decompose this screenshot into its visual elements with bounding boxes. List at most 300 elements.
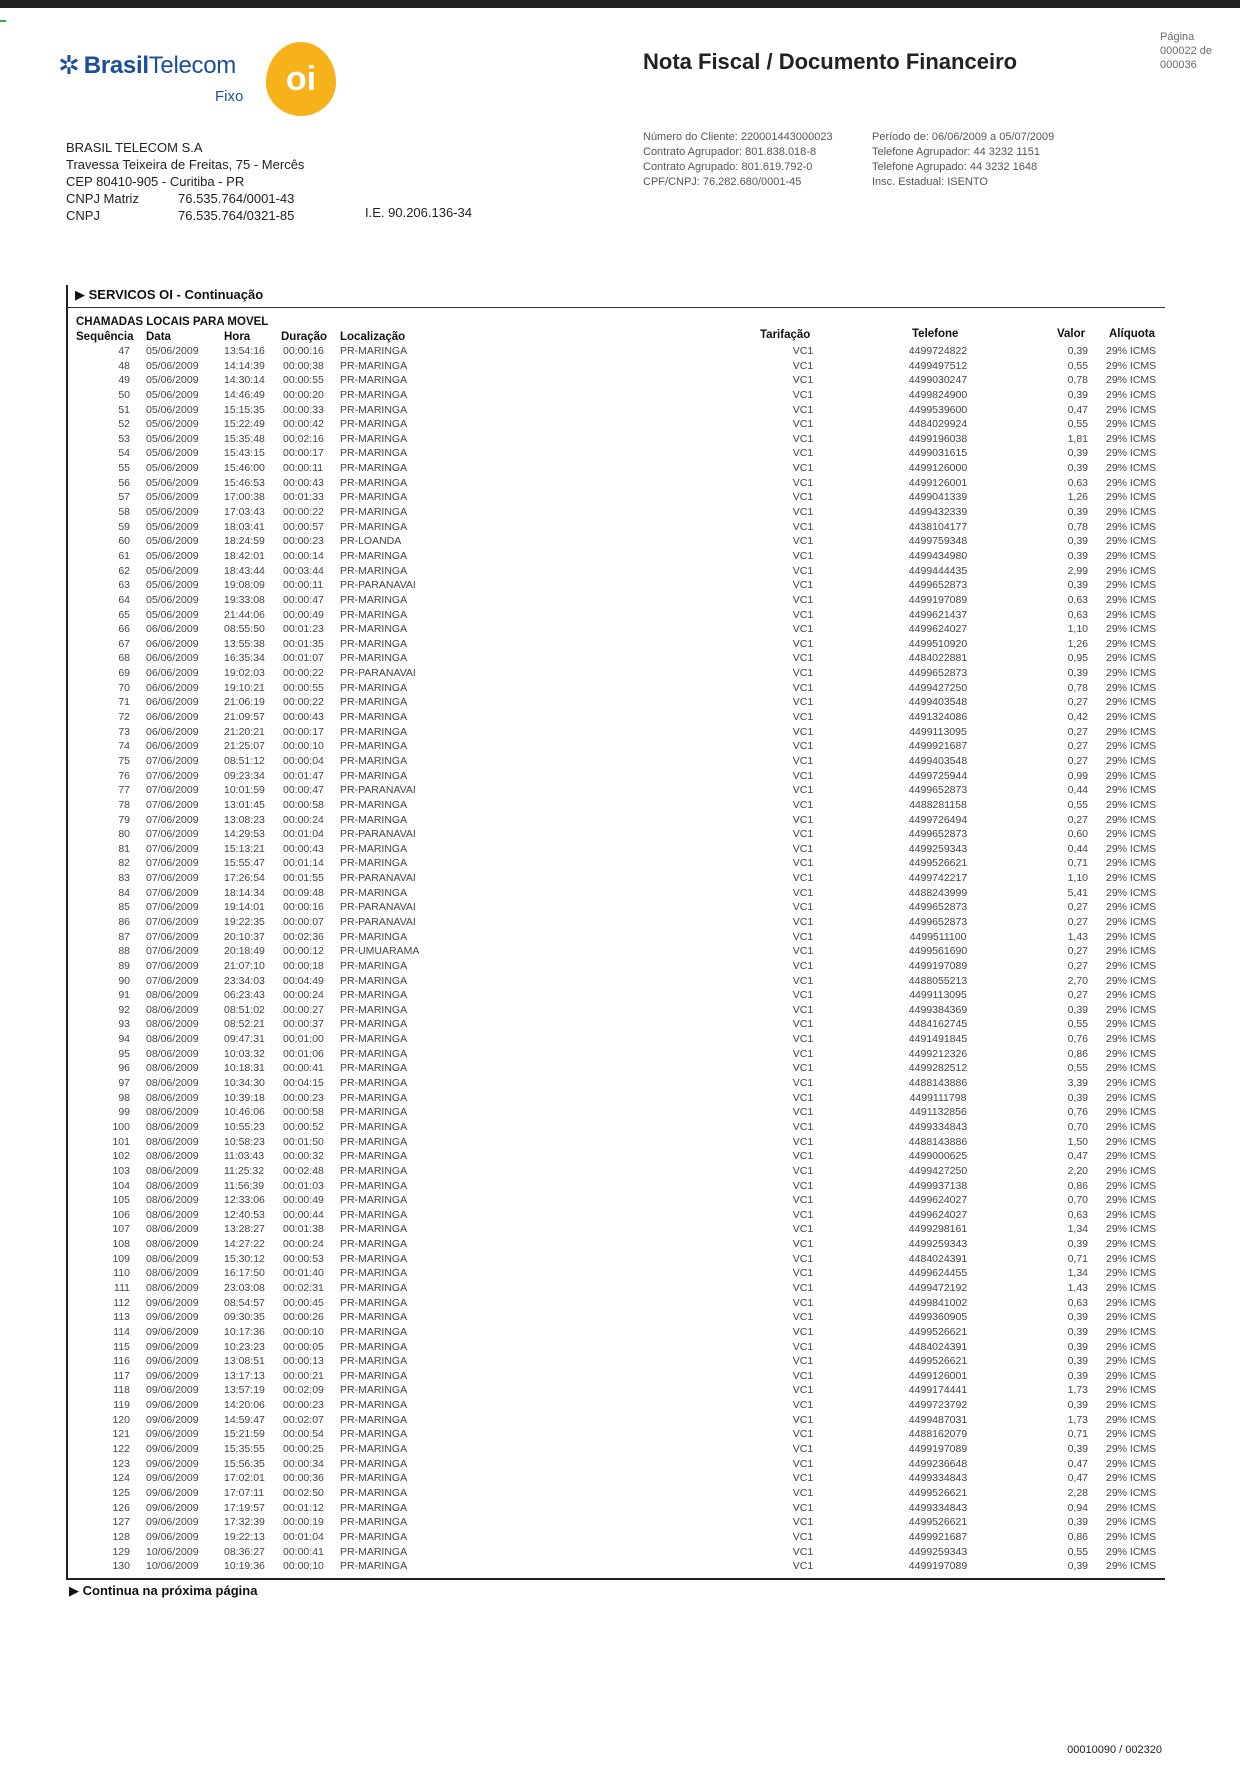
cell-telefone: 4499197089 (908, 593, 968, 606)
cell-aliquota: 29% ICMS (1106, 1384, 1157, 1397)
col-header-hora: Hora (224, 331, 251, 343)
cell-seq: 119 (113, 1399, 130, 1412)
table-row (0, 1062, 1240, 1077)
cell-hora: 06:23:43 (224, 989, 265, 1002)
cell-seq: 55 (118, 462, 130, 475)
cell-valor: 0,70 (1067, 1120, 1088, 1133)
cell-valor: 0,63 (1067, 1296, 1088, 1309)
cell-tarifacao: VC1 (792, 1486, 814, 1499)
cell-valor: 0,39 (1067, 1369, 1088, 1382)
cell-valor: 0,27 (1067, 725, 1088, 738)
cell-duracao: 00:02:09 (283, 1384, 324, 1397)
table-row (0, 1150, 1240, 1165)
cell-valor: 0,86 (1067, 1530, 1088, 1543)
table-row (0, 1370, 1240, 1385)
table-row (0, 1399, 1240, 1414)
cell-duracao: 00:00:20 (283, 388, 324, 401)
cell-seq: 78 (118, 798, 130, 811)
cell-telefone: 4499526621 (908, 1516, 968, 1529)
cell-valor: 0,55 (1067, 418, 1088, 431)
cell-duracao: 00:00:44 (283, 1208, 324, 1221)
cell-tarifacao: VC1 (792, 1355, 814, 1368)
cell-telefone: 4499621437 (908, 608, 968, 621)
client-number: Número do Cliente: 220001443000023 (643, 131, 833, 143)
cell-tarifacao: VC1 (792, 915, 814, 928)
cell-hora: 14:30:14 (224, 374, 265, 387)
cell-aliquota: 29% ICMS (1106, 374, 1157, 387)
cell-valor: 0,71 (1067, 1428, 1088, 1441)
cell-duracao: 00:00:41 (283, 1062, 324, 1075)
cell-tarifacao: VC1 (792, 593, 814, 606)
cell-localizacao: PR-PARANAVAI (340, 901, 416, 914)
cell-hora: 13:54:16 (224, 345, 265, 357)
inscricao-estadual: I.E. 90.206.136-34 (365, 205, 472, 220)
cell-duracao: 00:01:04 (283, 828, 324, 841)
table-row (0, 418, 1240, 433)
cell-duracao: 00:00:23 (283, 1399, 324, 1412)
cell-seq: 107 (112, 1223, 130, 1236)
cell-localizacao: PR-MARINGA (340, 1106, 408, 1119)
cell-localizacao: PR-MARINGA (340, 1062, 408, 1075)
cell-seq: 70 (118, 681, 130, 694)
table-row (0, 462, 1240, 477)
cell-duracao: 00:01:14 (283, 857, 324, 870)
cell-seq: 47 (118, 345, 130, 357)
cell-hora: 17:26:54 (224, 872, 265, 885)
cell-data: 08/06/2009 (146, 1062, 199, 1075)
cell-telefone: 4499624027 (908, 623, 968, 636)
cell-valor: 0,39 (1067, 549, 1088, 562)
cell-hora: 11:03:43 (224, 1150, 265, 1163)
cell-telefone: 4499624027 (908, 1194, 968, 1207)
cnpj-value: 76.535.764/0321-85 (178, 208, 295, 223)
cell-data: 08/06/2009 (146, 1282, 199, 1294)
cell-telefone: 4499561690 (908, 945, 968, 958)
cell-aliquota: 29% ICMS (1106, 1325, 1157, 1338)
cell-hora: 19:10:21 (224, 681, 265, 694)
cell-tarifacao: VC1 (792, 842, 814, 855)
cell-aliquota: 29% ICMS (1106, 725, 1157, 738)
cell-telefone: 4491491845 (908, 1033, 968, 1046)
cell-seq: 96 (118, 1062, 130, 1075)
cell-seq: 95 (118, 1047, 130, 1060)
cell-localizacao: PR-MARINGA (340, 359, 408, 372)
cell-localizacao: PR-PARANAVAI (340, 784, 416, 797)
cell-valor: 0,27 (1067, 959, 1088, 972)
cell-seq: 62 (118, 564, 130, 577)
cell-telefone: 4499726494 (908, 813, 968, 826)
table-row (0, 945, 1240, 960)
cell-telefone: 4499432339 (908, 506, 968, 519)
cell-localizacao: PR-MARINGA (340, 711, 408, 724)
cell-hora: 14:20:06 (224, 1399, 265, 1412)
table-row (0, 594, 1240, 609)
table-row (0, 814, 1240, 829)
cell-tarifacao: VC1 (792, 1179, 814, 1192)
cell-telefone: 4499652873 (908, 915, 968, 928)
cell-data: 07/06/2009 (146, 754, 199, 767)
cell-tarifacao: VC1 (792, 359, 814, 372)
table-row (0, 565, 1240, 580)
cell-valor: 0,27 (1067, 754, 1088, 767)
table-row (0, 506, 1240, 521)
cell-tarifacao: VC1 (792, 623, 814, 636)
cell-hora: 11:25:32 (224, 1164, 265, 1177)
cell-telefone: 4499526621 (908, 1486, 968, 1499)
cell-tarifacao: VC1 (792, 652, 814, 665)
cell-aliquota: 29% ICMS (1106, 974, 1157, 987)
cell-data: 05/06/2009 (146, 520, 199, 533)
cell-seq: 86 (118, 915, 130, 928)
cell-telefone: 4499259343 (908, 1545, 968, 1558)
document-title: Nota Fiscal / Documento Financeiro (643, 49, 1018, 74)
cell-aliquota: 29% ICMS (1106, 711, 1157, 724)
cell-valor: 0,27 (1067, 740, 1088, 753)
cell-tarifacao: VC1 (792, 535, 814, 548)
cell-hora: 15:35:48 (224, 432, 265, 445)
cell-aliquota: 29% ICMS (1106, 447, 1157, 460)
cell-seq: 52 (118, 418, 130, 431)
cell-duracao: 00:00:36 (283, 1472, 324, 1485)
cell-tarifacao: VC1 (792, 1062, 814, 1075)
cell-aliquota: 29% ICMS (1106, 1413, 1157, 1426)
cell-valor: 0,71 (1067, 1252, 1088, 1265)
cell-telefone: 4499030247 (908, 374, 968, 387)
cell-tarifacao: VC1 (792, 711, 814, 724)
cell-localizacao: PR-MARINGA (340, 930, 408, 943)
cell-data: 06/06/2009 (146, 696, 199, 709)
cell-valor: 0,27 (1067, 945, 1088, 958)
cnpj-label: CNPJ (66, 208, 100, 223)
table-row (0, 521, 1240, 536)
cell-seq: 72 (118, 711, 130, 724)
table-row (0, 784, 1240, 799)
continue-note-text: Continua na próxima página (82, 1583, 258, 1598)
cell-valor: 2,20 (1067, 1164, 1088, 1177)
table-row (0, 1341, 1240, 1356)
cell-localizacao: PR-MARINGA (340, 681, 408, 694)
cell-telefone: 4499334843 (908, 1120, 968, 1133)
cell-seq: 109 (112, 1252, 130, 1265)
cell-duracao: 00:01:00 (283, 1033, 324, 1046)
cell-aliquota: 29% ICMS (1106, 1311, 1157, 1324)
cell-seq: 88 (118, 945, 130, 958)
cell-hora: 20:18:49 (224, 945, 265, 958)
cell-telefone: 4499000625 (908, 1150, 968, 1163)
cell-tarifacao: VC1 (792, 462, 814, 475)
cell-localizacao: PR-MARINGA (340, 403, 408, 416)
cell-hora: 08:51:12 (224, 754, 265, 767)
cell-hora: 17:19:57 (224, 1501, 265, 1514)
calls-table (0, 345, 1240, 1575)
cell-localizacao: PR-MARINGA (340, 1077, 408, 1090)
cell-tarifacao: VC1 (792, 696, 814, 709)
cell-duracao: 00:00:10 (283, 740, 324, 753)
cell-data: 06/06/2009 (146, 725, 199, 738)
table-row (0, 1194, 1240, 1209)
cell-aliquota: 29% ICMS (1106, 769, 1157, 782)
table-row (0, 770, 1240, 785)
cell-tarifacao: VC1 (792, 1530, 814, 1543)
cell-duracao: 00:01:04 (283, 1530, 324, 1543)
cell-aliquota: 29% ICMS (1106, 1018, 1157, 1031)
cell-hora: 17:00:38 (224, 491, 265, 504)
cell-tarifacao: VC1 (792, 1282, 814, 1294)
cell-seq: 54 (118, 447, 130, 460)
cell-valor: 3,39 (1067, 1077, 1088, 1090)
cell-localizacao: PR-MARINGA (340, 1560, 408, 1573)
brasil-telecom-emblem-icon: ✲ (58, 50, 80, 80)
cell-data: 07/06/2009 (146, 828, 199, 841)
cell-hora: 18:42:01 (224, 549, 265, 562)
cell-tarifacao: VC1 (792, 1384, 814, 1397)
cell-data: 07/06/2009 (146, 959, 199, 972)
cell-hora: 09:47:31 (224, 1033, 265, 1046)
cell-aliquota: 29% ICMS (1106, 886, 1157, 899)
table-row (0, 711, 1240, 726)
cell-telefone: 4488055213 (908, 974, 968, 987)
cell-localizacao: PR-MARINGA (340, 1267, 408, 1280)
cell-duracao: 00:00:49 (283, 1194, 324, 1207)
cell-duracao: 00:00:52 (283, 1120, 324, 1133)
cell-duracao: 00:01:40 (283, 1267, 324, 1280)
cell-tarifacao: VC1 (792, 872, 814, 885)
continue-note (69, 1583, 257, 1599)
cell-seq: 124 (112, 1472, 130, 1485)
insc-estadual: Insc. Estadual: ISENTO (872, 176, 988, 188)
cell-aliquota: 29% ICMS (1106, 418, 1157, 431)
cell-duracao: 00:00:17 (283, 725, 324, 738)
section-title (75, 287, 263, 303)
cell-valor: 1,26 (1067, 637, 1088, 650)
table-row (0, 887, 1240, 902)
cell-aliquota: 29% ICMS (1106, 740, 1157, 753)
cell-duracao: 00:00:42 (283, 418, 324, 431)
client-info-left (643, 130, 833, 190)
cell-aliquota: 29% ICMS (1106, 1530, 1157, 1543)
cell-duracao: 00:00:24 (283, 989, 324, 1002)
cell-aliquota: 29% ICMS (1106, 476, 1157, 489)
table-row (0, 1355, 1240, 1370)
cell-localizacao: PR-MARINGA (340, 1164, 408, 1177)
cell-tarifacao: VC1 (792, 637, 814, 650)
cell-aliquota: 29% ICMS (1106, 989, 1157, 1002)
table-row (0, 579, 1240, 594)
table-row (0, 447, 1240, 462)
cell-tarifacao: VC1 (792, 1443, 814, 1456)
cell-data: 08/06/2009 (146, 1077, 199, 1090)
cell-telefone: 4499759348 (908, 535, 968, 548)
cell-localizacao: PR-MARINGA (340, 857, 408, 870)
cell-telefone: 4499427250 (908, 1164, 968, 1177)
table-row (0, 1414, 1240, 1429)
cell-aliquota: 29% ICMS (1106, 623, 1157, 636)
cell-tarifacao: VC1 (792, 828, 814, 841)
cell-valor: 0,39 (1067, 1560, 1088, 1573)
table-row (0, 1048, 1240, 1063)
cell-valor: 0,39 (1067, 667, 1088, 680)
cell-data: 07/06/2009 (146, 974, 199, 987)
cell-valor: 0,47 (1067, 1150, 1088, 1163)
cell-data: 08/06/2009 (146, 1208, 199, 1221)
cell-localizacao: PR-MARINGA (340, 1208, 408, 1221)
cell-hora: 10:34:30 (224, 1077, 265, 1090)
cell-hora: 17:02:01 (224, 1472, 265, 1485)
cell-tarifacao: VC1 (792, 374, 814, 387)
cell-localizacao: PR-MARINGA (340, 1003, 408, 1016)
cell-data: 08/06/2009 (146, 1267, 199, 1280)
cell-aliquota: 29% ICMS (1106, 1091, 1157, 1104)
table-row (0, 550, 1240, 565)
cell-aliquota: 29% ICMS (1106, 1282, 1157, 1294)
cell-valor: 0,39 (1067, 1516, 1088, 1529)
cell-aliquota: 29% ICMS (1106, 1457, 1157, 1470)
cell-duracao: 00:01:35 (283, 637, 324, 650)
cell-data: 09/06/2009 (146, 1486, 199, 1499)
cell-seq: 93 (118, 1018, 130, 1031)
cell-duracao: 00:00:23 (283, 1091, 324, 1104)
cell-duracao: 00:01:33 (283, 491, 324, 504)
cell-data: 08/06/2009 (146, 1164, 199, 1177)
cell-duracao: 00:00:34 (283, 1457, 324, 1470)
cell-aliquota: 29% ICMS (1106, 1516, 1157, 1529)
cell-localizacao: PR-MARINGA (340, 1150, 408, 1163)
cell-data: 07/06/2009 (146, 813, 199, 826)
cell-telefone: 4499937138 (908, 1179, 968, 1192)
cell-seq: 105 (112, 1194, 130, 1207)
cell-aliquota: 29% ICMS (1106, 1428, 1157, 1441)
cell-seq: 69 (118, 667, 130, 680)
cell-hora: 13:57:19 (224, 1384, 265, 1397)
table-row (0, 477, 1240, 492)
cell-aliquota: 29% ICMS (1106, 784, 1157, 797)
cell-hora: 14:46:49 (224, 388, 265, 401)
cell-duracao: 00:00:55 (283, 374, 324, 387)
cell-valor: 2,28 (1067, 1486, 1088, 1499)
cell-localizacao: PR-MARINGA (340, 1223, 408, 1236)
cell-telefone: 4499259343 (908, 1238, 968, 1251)
cell-hora: 13:17:13 (224, 1369, 265, 1382)
cell-valor: 1,34 (1067, 1223, 1088, 1236)
cell-valor: 0,39 (1067, 1355, 1088, 1368)
cell-localizacao: PR-UMUARAMA (340, 945, 420, 958)
cell-seq: 118 (113, 1384, 130, 1397)
cell-tarifacao: VC1 (792, 725, 814, 738)
cell-data: 05/06/2009 (146, 593, 199, 606)
cell-tarifacao: VC1 (792, 813, 814, 826)
cell-localizacao: PR-MARINGA (340, 593, 408, 606)
cell-seq: 92 (118, 1003, 130, 1016)
cell-localizacao: PR-MARINGA (340, 989, 408, 1002)
cell-seq: 66 (118, 623, 130, 636)
cell-telefone: 4499126000 (908, 462, 968, 475)
cell-duracao: 00:00:16 (283, 901, 324, 914)
cell-valor: 0,27 (1067, 915, 1088, 928)
cell-duracao: 00:00:33 (283, 403, 324, 416)
cell-tarifacao: VC1 (792, 1516, 814, 1529)
cell-localizacao: PR-MARINGA (340, 1428, 408, 1441)
cell-aliquota: 29% ICMS (1106, 681, 1157, 694)
cell-data: 08/06/2009 (146, 1135, 199, 1148)
cell-tarifacao: VC1 (792, 886, 814, 899)
cell-telefone: 4499384369 (908, 1003, 968, 1016)
cell-duracao: 00:00:25 (283, 1443, 324, 1456)
cell-duracao: 00:01:47 (283, 769, 324, 782)
cell-aliquota: 29% ICMS (1106, 432, 1157, 445)
cell-tarifacao: VC1 (792, 1003, 814, 1016)
cell-data: 09/06/2009 (146, 1443, 199, 1456)
cell-hora: 21:06:19 (224, 696, 265, 709)
cell-telefone: 4499652873 (908, 579, 968, 592)
cell-telefone: 4499282512 (908, 1062, 968, 1075)
cell-duracao: 00:02:07 (283, 1413, 324, 1426)
cell-data: 05/06/2009 (146, 447, 199, 460)
cell-hora: 23:34:03 (224, 974, 265, 987)
cell-tarifacao: VC1 (792, 1164, 814, 1177)
cell-telefone: 4499298161 (908, 1223, 968, 1236)
cell-aliquota: 29% ICMS (1106, 1062, 1157, 1075)
cell-seq: 110 (113, 1267, 130, 1280)
cell-tarifacao: VC1 (792, 769, 814, 782)
cell-valor: 0,47 (1067, 1472, 1088, 1485)
cell-tarifacao: VC1 (792, 959, 814, 972)
cell-localizacao: PR-MARINGA (340, 476, 408, 489)
cell-hora: 15:46:00 (224, 462, 265, 475)
cell-tarifacao: VC1 (792, 418, 814, 431)
cell-localizacao: PR-MARINGA (340, 740, 408, 753)
cell-hora: 19:22:35 (224, 915, 265, 928)
cell-aliquota: 29% ICMS (1106, 1267, 1157, 1280)
cell-localizacao: PR-MARINGA (340, 886, 408, 899)
cell-localizacao: PR-MARINGA (340, 1545, 408, 1558)
scan-top-border (0, 0, 1240, 8)
cell-telefone: 4499921687 (908, 1530, 968, 1543)
cell-hora: 19:14:01 (224, 901, 265, 914)
table-row (0, 1136, 1240, 1151)
cell-hora: 17:03:43 (224, 506, 265, 519)
cell-seq: 117 (113, 1369, 130, 1382)
cell-data: 09/06/2009 (146, 1340, 199, 1353)
cell-hora: 13:01:45 (224, 798, 265, 811)
cell-valor: 0,27 (1067, 901, 1088, 914)
cell-aliquota: 29% ICMS (1106, 462, 1157, 475)
cell-hora: 17:07:11 (224, 1486, 265, 1499)
table-row (0, 1531, 1240, 1546)
cell-telefone: 4499539600 (908, 403, 968, 416)
cell-valor: 0,55 (1067, 1018, 1088, 1031)
cell-hora: 20:10:37 (224, 930, 265, 943)
cell-telefone: 4484022881 (908, 652, 968, 665)
cell-aliquota: 29% ICMS (1106, 535, 1157, 548)
cell-aliquota: 29% ICMS (1106, 1135, 1157, 1148)
cell-data: 06/06/2009 (146, 623, 199, 636)
table-row (0, 652, 1240, 667)
cell-localizacao: PR-MARINGA (340, 1282, 408, 1294)
cell-duracao: 00:00:47 (283, 784, 324, 797)
cell-tarifacao: VC1 (792, 1296, 814, 1309)
cell-tarifacao: VC1 (792, 930, 814, 943)
cell-tarifacao: VC1 (792, 798, 814, 811)
cell-telefone: 4499921687 (908, 740, 968, 753)
cell-telefone: 4438104177 (908, 520, 968, 533)
cell-data: 07/06/2009 (146, 784, 199, 797)
cell-data: 09/06/2009 (146, 1311, 199, 1324)
cell-data: 09/06/2009 (146, 1428, 199, 1441)
cell-duracao: 00:02:48 (283, 1164, 324, 1177)
cell-aliquota: 29% ICMS (1106, 667, 1157, 680)
cell-valor: 0,39 (1067, 506, 1088, 519)
cell-hora: 10:55:23 (224, 1120, 265, 1133)
